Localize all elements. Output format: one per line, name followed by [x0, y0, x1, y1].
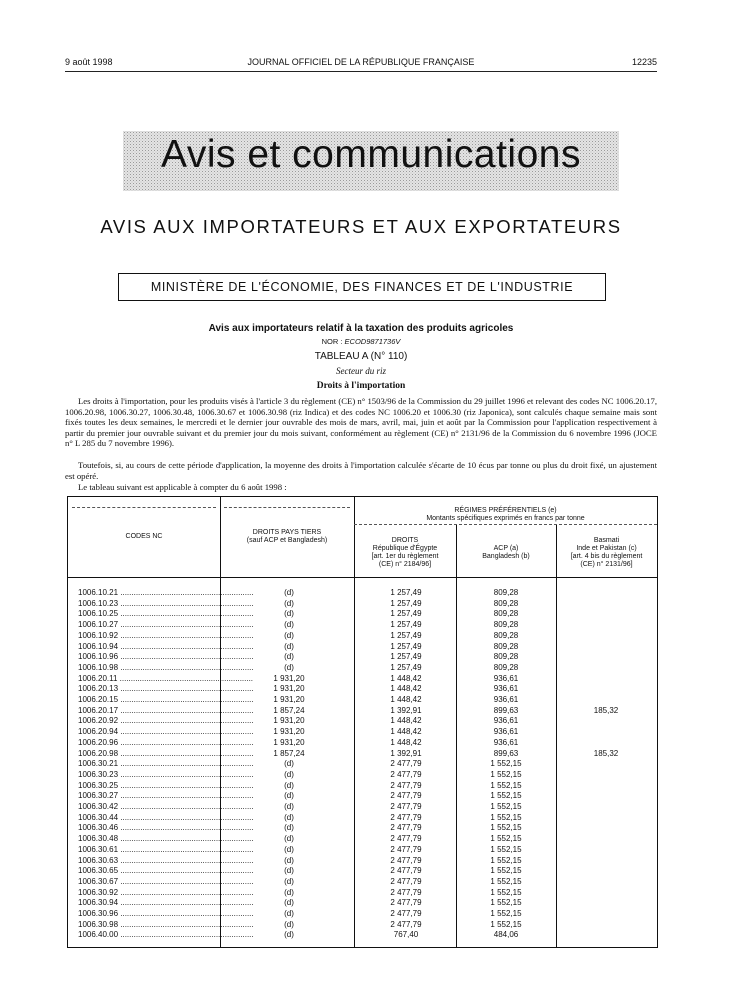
table-row — [68, 920, 657, 931]
table-row — [68, 898, 657, 909]
cell-droits-pays-tiers: (d) — [284, 802, 294, 811]
cell-acp-bangladesh: 936,61 — [493, 727, 519, 737]
notice-subtitle: Droits à l'importation — [316, 381, 406, 391]
cell-droits-egypte: 1 392,91 — [390, 705, 422, 715]
cell-acp-bangladesh: 809,28 — [493, 609, 519, 619]
cell-droits-pays-tiers: (d) — [284, 780, 294, 790]
table-row — [68, 781, 657, 792]
table-row — [68, 631, 657, 642]
table-row — [68, 845, 657, 856]
cell-acp-bangladesh: 1 552,15 — [490, 791, 522, 801]
cell-droits-egypte: 2 477,79 — [390, 909, 422, 918]
cell-droits-pays-tiers: 1 931,20 — [273, 673, 305, 683]
cell-droits-pays-tiers: (d) — [284, 759, 294, 769]
cell-droits-pays-tiers: (d) — [284, 919, 294, 929]
table-row — [68, 888, 657, 899]
table-row — [68, 770, 657, 781]
col-header-acp: ACP (a) Bangladesh (b) — [482, 545, 530, 560]
cell-droits-egypte: 1 257,49 — [390, 598, 422, 608]
cell-acp-bangladesh: 1 552,15 — [490, 909, 522, 918]
cell-droits-pays-tiers: (d) — [284, 823, 294, 833]
cell-code-nc: 1006.30.63 ............................................................ — [78, 855, 254, 865]
table-row — [68, 866, 657, 877]
cell-droits-egypte: 2 477,79 — [390, 919, 422, 929]
cell-code-nc: 1006.30.92 ............................................................ — [78, 887, 254, 897]
cell-droits-egypte: 2 477,79 — [390, 834, 422, 844]
table-row — [68, 727, 657, 738]
cell-basmati: 185,32 — [593, 748, 619, 758]
table-row — [68, 930, 657, 941]
cell-code-nc: 1006.10.27 ............................................................ — [78, 620, 254, 630]
cell-acp-bangladesh: 484,06 — [493, 930, 519, 940]
table-row — [68, 620, 657, 631]
cell-droits-pays-tiers: (d) — [284, 630, 294, 640]
cell-code-nc: 1006.10.94 ............................................................ — [78, 641, 254, 651]
cell-code-nc: 1006.30.67 ............................................................ — [78, 876, 254, 886]
cell-acp-bangladesh: 1 552,15 — [490, 780, 522, 790]
cell-droits-egypte: 1 257,49 — [390, 662, 422, 672]
section-banner — [123, 131, 619, 191]
cell-acp-bangladesh: 1 552,15 — [490, 887, 522, 897]
cell-code-nc: 1006.30.98 ............................................................ — [78, 919, 254, 929]
page-header — [65, 57, 657, 69]
cell-acp-bangladesh: 936,61 — [493, 673, 519, 683]
cell-droits-egypte: 1 257,49 — [390, 620, 422, 630]
table-row — [68, 802, 657, 813]
cell-droits-pays-tiers: 1 931,20 — [273, 684, 305, 694]
paragraph-1: Les droits à l'importation, pour les produits visés à l'article 3 du règlement (CE) n° 1503/96 de la Commission du 29 juillet 1996 et relevant des codes NC 1006.20.17, 1006.20.98, 1006.30.27, 1006.30.48, 1006.30.67 et 1006.30.98 (riz Indica) et des codes NC 1006.20 et 1006.30 (riz Japonica), sont calculés chaque semaine mais sont fixés toutes les deux semaines, le mercredi et le dernier jour ouvrable des mois de mars, avril, mai, juin et août par la Commission pour l'application respectivement à partir du premier jour ouvrable suivant et du premier jour du mois suivant, conformément au règlement (CE) n° 2131/96 de la Commission du 6 novembre 1996 (JOCE n° L 285 du 7 novembre 1996). — [65, 396, 657, 449]
col-header-droits: DROITS PAYS TIERS (sauf ACP et Bangladesh) — [246, 529, 328, 544]
table-row — [68, 684, 657, 695]
cell-droits-pays-tiers: (d) — [284, 887, 294, 897]
cell-acp-bangladesh: 809,28 — [493, 598, 519, 608]
cell-acp-bangladesh: 1 552,15 — [490, 802, 522, 811]
cell-acp-bangladesh: 936,61 — [493, 695, 519, 704]
cell-droits-pays-tiers: (d) — [284, 791, 294, 801]
cell-droits-egypte: 2 477,79 — [390, 876, 422, 886]
cell-droits-egypte: 2 477,79 — [390, 769, 422, 779]
col-header-egypte: DROITS République d'Égypte [art. 1er du règlement (CE) n° 2184/96] — [371, 537, 439, 568]
cell-code-nc: 1006.30.96 ............................................................ — [78, 909, 254, 918]
cell-droits-pays-tiers: 1 931,20 — [273, 737, 305, 747]
cell-code-nc: 1006.30.27 ............................................................ — [78, 791, 254, 801]
cell-code-nc: 1006.20.96 ............................................................ — [78, 737, 254, 747]
cell-droits-egypte: 1 257,49 — [390, 641, 422, 651]
header-dash — [224, 507, 350, 508]
nor-code: ECOD9871736V — [344, 337, 401, 346]
header-rule-bottom — [68, 577, 657, 578]
cell-acp-bangladesh: 1 552,15 — [490, 769, 522, 779]
table-row — [68, 856, 657, 867]
table-row — [68, 706, 657, 717]
cell-droits-pays-tiers: (d) — [284, 866, 294, 876]
paragraph-3: Le tableau suivant est applicable à compter du 6 août 1998 : — [78, 482, 287, 492]
cell-acp-bangladesh: 1 552,15 — [490, 812, 522, 822]
cell-code-nc: 1006.30.44 ............................................................ — [78, 812, 254, 822]
table-row — [68, 759, 657, 770]
cell-code-nc: 1006.20.17 ............................................................ — [78, 705, 254, 715]
cell-code-nc: 1006.10.96 ............................................................ — [78, 652, 254, 662]
cell-droits-egypte: 1 448,42 — [390, 684, 422, 694]
table-row — [68, 599, 657, 610]
header-rule — [65, 71, 657, 72]
cell-acp-bangladesh: 936,61 — [493, 716, 519, 726]
cell-droits-egypte: 1 448,42 — [390, 727, 422, 737]
col-header-codes: CODES NC — [125, 533, 163, 540]
cell-code-nc: 1006.10.23 ............................................................ — [78, 598, 254, 608]
cell-droits-pays-tiers: (d) — [284, 662, 294, 672]
ministry-box: MINISTÈRE DE L'ÉCONOMIE, DES FINANCES ET DE L'INDUSTRIE — [118, 273, 606, 301]
cell-droits-pays-tiers: (d) — [284, 844, 294, 854]
cell-acp-bangladesh: 809,28 — [493, 630, 519, 640]
cell-acp-bangladesh: 899,63 — [493, 705, 519, 715]
cell-droits-pays-tiers: (d) — [284, 909, 294, 918]
cell-droits-egypte: 2 477,79 — [390, 844, 422, 854]
cell-acp-bangladesh: 1 552,15 — [490, 834, 522, 844]
cell-droits-pays-tiers: (d) — [284, 876, 294, 886]
cell-acp-bangladesh: 809,28 — [493, 641, 519, 651]
table-row — [68, 588, 657, 599]
cell-droits-pays-tiers: (d) — [284, 652, 294, 662]
cell-droits-egypte: 767,40 — [393, 930, 419, 940]
cell-droits-pays-tiers: (d) — [284, 598, 294, 608]
cell-acp-bangladesh: 809,28 — [493, 662, 519, 672]
cell-droits-pays-tiers: 1 857,24 — [273, 748, 305, 758]
cell-acp-bangladesh: 1 552,15 — [490, 866, 522, 876]
cell-droits-egypte: 2 477,79 — [390, 887, 422, 897]
cell-acp-bangladesh: 1 552,15 — [490, 759, 522, 769]
cell-droits-egypte: 2 477,79 — [390, 759, 422, 769]
cell-acp-bangladesh: 1 552,15 — [490, 844, 522, 854]
table-row — [68, 663, 657, 674]
cell-droits-pays-tiers: 1 931,20 — [273, 716, 305, 726]
cell-droits-egypte: 2 477,79 — [390, 823, 422, 833]
cell-code-nc: 1006.10.98 ............................................................ — [78, 662, 254, 672]
cell-acp-bangladesh: 1 552,15 — [490, 919, 522, 929]
cell-acp-bangladesh: 1 552,15 — [490, 855, 522, 865]
cell-code-nc: 1006.30.48 ............................................................ — [78, 834, 254, 844]
cell-droits-egypte: 1 257,49 — [390, 609, 422, 619]
cell-code-nc: 1006.30.65 ............................................................ — [78, 866, 254, 876]
cell-acp-bangladesh: 899,63 — [493, 748, 519, 758]
table-label: TABLEAU A (N° 110) — [314, 351, 408, 362]
nor-label: NOR : — [321, 337, 343, 346]
cell-droits-egypte: 1 448,42 — [390, 673, 422, 683]
cell-droits-pays-tiers: 1 857,24 — [273, 705, 305, 715]
cell-acp-bangladesh: 1 552,15 — [490, 898, 522, 908]
cell-acp-bangladesh: 1 552,15 — [490, 876, 522, 886]
cell-droits-egypte: 1 448,42 — [390, 716, 422, 726]
cell-droits-egypte: 2 477,79 — [390, 812, 422, 822]
cell-code-nc: 1006.30.46 ............................................................ — [78, 823, 254, 833]
cell-code-nc: 1006.30.23 ............................................................ — [78, 769, 254, 779]
cell-droits-pays-tiers: (d) — [284, 855, 294, 865]
cell-code-nc: 1006.20.98 ............................................................ — [78, 748, 254, 758]
cell-droits-egypte: 2 477,79 — [390, 802, 422, 811]
cell-droits-egypte: 1 448,42 — [390, 737, 422, 747]
paragraph-2: Toutefois, si, au cours de cette période d'application, la moyenne des droits à l'importation calculée s'écarte de 10 écus par tonne ou plus du droit fixé, un ajustement est opéré. — [65, 460, 657, 481]
header-dash — [72, 507, 216, 508]
table-row — [68, 738, 657, 749]
cell-code-nc: 1006.20.11 ............................................................ — [78, 673, 254, 683]
cell-basmati: 185,32 — [593, 705, 619, 715]
cell-droits-pays-tiers: (d) — [284, 769, 294, 779]
cell-code-nc: 1006.10.21 ............................................................ — [78, 588, 254, 597]
cell-code-nc: 1006.40.00 ............................................................ — [78, 930, 254, 940]
cell-droits-egypte: 2 477,79 — [390, 866, 422, 876]
cell-code-nc: 1006.30.61 ............................................................ — [78, 844, 254, 854]
banner-title: Avis et communications — [161, 133, 581, 176]
cell-acp-bangladesh: 809,28 — [493, 620, 519, 630]
cell-droits-egypte: 2 477,79 — [390, 898, 422, 908]
cell-droits-pays-tiers: (d) — [284, 609, 294, 619]
table-row — [68, 823, 657, 834]
table-row — [68, 674, 657, 685]
cell-code-nc: 1006.20.13 ............................................................ — [78, 684, 254, 694]
sector-label: Secteur du riz — [336, 366, 386, 376]
nor-reference — [65, 337, 657, 346]
cell-droits-egypte: 1 257,49 — [390, 652, 422, 662]
cell-droits-pays-tiers: (d) — [284, 812, 294, 822]
table-row — [68, 716, 657, 727]
cell-droits-egypte: 2 477,79 — [390, 791, 422, 801]
cell-code-nc: 1006.20.15 ............................................................ — [78, 695, 254, 704]
table-row — [68, 834, 657, 845]
cell-droits-egypte: 2 477,79 — [390, 780, 422, 790]
cell-droits-pays-tiers: (d) — [284, 930, 294, 940]
table-row — [68, 909, 657, 920]
cell-droits-pays-tiers: (d) — [284, 898, 294, 908]
table-row — [68, 609, 657, 620]
cell-droits-pays-tiers: (d) — [284, 620, 294, 630]
table-row — [68, 695, 657, 706]
cell-droits-pays-tiers: (d) — [284, 641, 294, 651]
table-row — [68, 652, 657, 663]
group-header-rule — [354, 524, 657, 525]
table-row — [68, 877, 657, 888]
cell-droits-pays-tiers: (d) — [284, 588, 294, 597]
cell-code-nc: 1006.30.21 ............................................................ — [78, 759, 254, 769]
tariff-table — [67, 496, 658, 948]
cell-code-nc: 1006.10.25 ............................................................ — [78, 609, 254, 619]
notice-title: Avis aux importateurs relatif à la taxation des produits agricoles — [208, 323, 514, 334]
cell-acp-bangladesh: 809,28 — [493, 652, 519, 662]
header-page-number: 12235 — [631, 57, 657, 67]
cell-acp-bangladesh: 1 552,15 — [490, 823, 522, 833]
cell-droits-egypte: 1 392,91 — [390, 748, 422, 758]
header-date: 9 août 1998 — [65, 57, 113, 67]
table-row — [68, 813, 657, 824]
cell-droits-egypte: 1 257,49 — [390, 630, 422, 640]
section-title: AVIS AUX IMPORTATEURS ET AUX EXPORTATEURS — [100, 216, 622, 237]
col-header-basmati: Basmati Inde et Pakistan (c) [art. 4 bis du règlement (CE) n° 2131/96] — [570, 537, 643, 568]
cell-code-nc: 1006.30.42 ............................................................ — [78, 802, 254, 811]
table-row — [68, 749, 657, 760]
cell-droits-egypte: 1 257,49 — [390, 588, 422, 597]
cell-droits-pays-tiers: (d) — [284, 834, 294, 844]
cell-code-nc: 1006.20.92 ............................................................ — [78, 716, 254, 726]
cell-droits-pays-tiers: 1 931,20 — [273, 727, 305, 737]
header-journal-title: JOURNAL OFFICIEL DE LA RÉPUBLIQUE FRANÇAISE — [247, 57, 475, 67]
cell-acp-bangladesh: 936,61 — [493, 737, 519, 747]
cell-code-nc: 1006.30.25 ............................................................ — [78, 780, 254, 790]
cell-acp-bangladesh: 809,28 — [493, 588, 519, 597]
table-row — [68, 791, 657, 802]
cell-droits-pays-tiers: 1 931,20 — [273, 695, 305, 704]
cell-droits-egypte: 2 477,79 — [390, 855, 422, 865]
table-row — [68, 642, 657, 653]
cell-code-nc: 1006.10.92 ............................................................ — [78, 630, 254, 640]
cell-acp-bangladesh: 936,61 — [493, 684, 519, 694]
cell-code-nc: 1006.20.94 ............................................................ — [78, 727, 254, 737]
cell-droits-egypte: 1 448,42 — [390, 695, 422, 704]
cell-code-nc: 1006.30.94 ............................................................ — [78, 898, 254, 908]
col-header-regimes: RÉGIMES PRÉFÉRENTIELS (e) Montants spécifiques exprimés en francs par tonne — [426, 507, 585, 522]
